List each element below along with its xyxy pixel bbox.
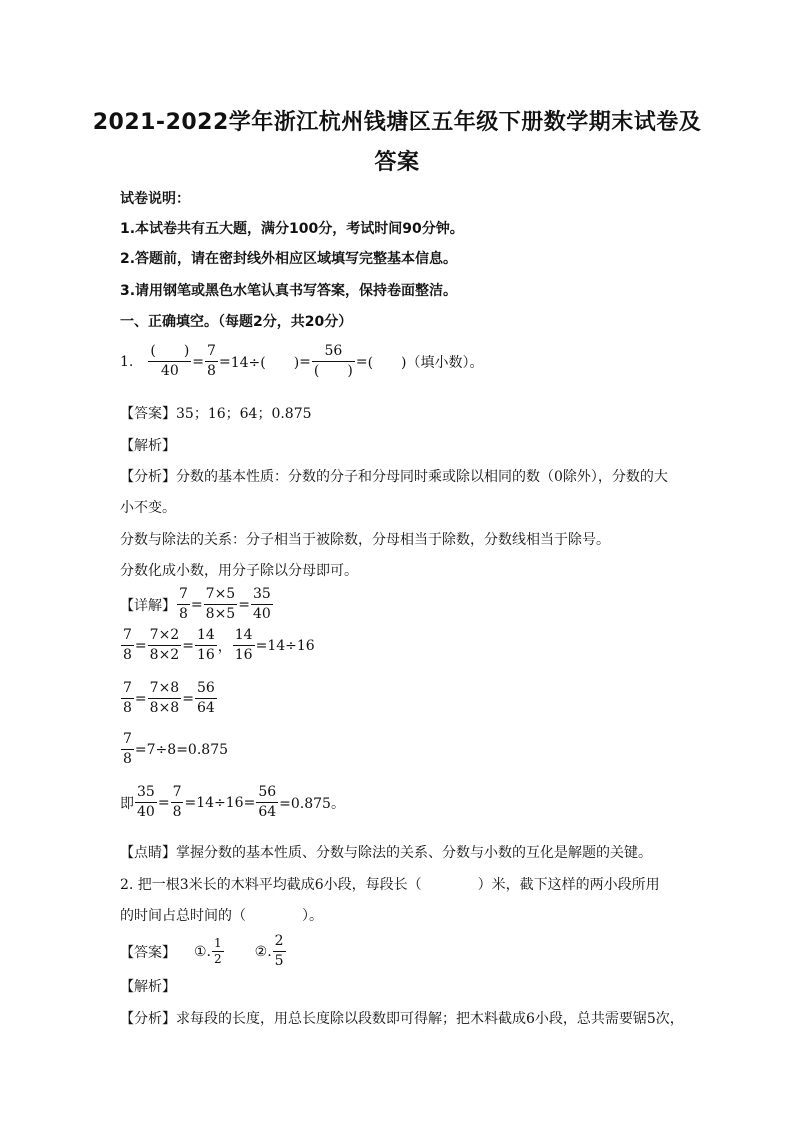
instruction-item: 1.本试卷共有五大题，满分100分，考试时间90分钟。	[120, 221, 464, 237]
q1-tail: ( )（填小数）。	[367, 354, 484, 371]
fraction: $\frac{2}{5}$	[274, 933, 284, 969]
q1-fenxi: 小不变。	[120, 500, 176, 516]
fraction: $\frac{7\times 5}{8\times 5}$	[205, 586, 236, 622]
q2-analysis-label: 【解析】	[120, 979, 176, 995]
q1-conversion: 分数化成小数，用分子除以分母即可。	[120, 563, 358, 579]
q2-fenxi: 【分析】求每段的长度，用总长度除以段数即可得解；把木料截成6小段，总共需要锯5次，	[120, 1011, 684, 1027]
fraction: $\frac{56}{64}$	[196, 680, 215, 716]
fraction: $\frac{14}{16}$	[234, 627, 253, 663]
fraction: $\frac{7\times 2}{8\times 2}$	[149, 627, 180, 663]
q1-fenxi: 【分析】分数的基本性质：分数的分子和分母同时乘或除以相同的数（0除外），分数的大	[120, 469, 668, 485]
fraction: $\frac{7}{8}$	[172, 784, 182, 820]
fraction: $\frac{35}{40}$	[137, 784, 155, 820]
instruction-item: 3.请用钢笔或黑色水笔认真书写答案，保持卷面整洁。	[120, 283, 458, 299]
fraction: $\frac{7}{8}$	[179, 586, 188, 622]
q1-detail-line: 即 $\frac{35}{40}$ = $\frac{7}{8}$ =14÷16= $\frac{56}{64}$ =0.875。	[120, 784, 345, 820]
instructions-heading: 试卷说明：	[120, 191, 190, 207]
fraction: $\frac{7}{8}$	[123, 731, 132, 767]
fraction: $\frac{7\times 8}{8\times 8}$	[149, 680, 180, 716]
fraction: $\frac{14}{16}$	[196, 627, 215, 663]
q2-answer: 【答案】 ①. $\frac{1}{2}$ ②. $\frac{2}{5}$	[120, 933, 284, 969]
q2-text: 的时间占总时间的（ ）。	[120, 908, 323, 924]
fraction: $\frac{7}{8}$	[123, 680, 132, 716]
fraction: $\frac{( )}{40}$	[150, 343, 190, 379]
q1-analysis-label: 【解析】	[120, 438, 176, 454]
q1-equation: 1. $\frac{( )}{40}$ = $\frac{7}{8}$ = 14÷( ) = $\frac{56}{( )}$ = ( )（填小数）。	[120, 343, 484, 379]
doc-title-line2: 答案	[374, 150, 420, 175]
q1-detail-line: 【详解】 $\frac{7}{8}$ = $\frac{7\times 5}{8\times 5}$ = $\frac{35}{40}$	[120, 586, 271, 622]
doc-title-line1: 2021-2022学年浙江杭州钱塘区五年级下册数学期末试卷及	[92, 110, 702, 135]
q1-detail-line: $\frac{7}{8}$ = $\frac{7\times 8}{8\times 8}$ = $\frac{56}{64}$	[123, 680, 215, 716]
q1-dianjing: 【点睛】掌握分数的基本性质、分数与除法的关系、分数与小数的互化是解题的关键。	[120, 845, 652, 861]
q1-detail-line: $\frac{7}{8}$ = $\frac{7\times 2}{8\times 2}$ = $\frac{14}{16}$ ， $\frac{14}{16}$ =14÷16	[123, 627, 315, 663]
fraction: $\frac{56}{( )}$	[313, 343, 353, 379]
fraction: $\frac{7}{8}$	[123, 627, 132, 663]
fraction: $\frac{7}{8}$	[207, 343, 216, 379]
q1-detail-line: $\frac{7}{8}$ =7÷8=0.875	[123, 731, 229, 767]
fraction: $\frac{56}{64}$	[258, 784, 277, 820]
q1-division: 14÷( )	[230, 354, 300, 371]
q1-answer: 【答案】35；16；64；0.875	[120, 406, 312, 422]
fraction: $\frac{1}{2}$	[214, 936, 222, 966]
q2-text: 2. 把一根3米长的木料平均截成6小段，每段长（ ）米，截下这样的两小段所用	[120, 877, 660, 893]
q1-number: 1.	[120, 353, 134, 370]
fraction: $\frac{35}{40}$	[252, 586, 271, 622]
q1-relation: 分数与除法的关系：分子相当于被除数，分母相当于除数，分数线相当于除号。	[120, 532, 610, 548]
instruction-item: 2.答题前，请在密封线外相应区域填写完整基本信息。	[120, 251, 458, 267]
section-heading: 一、正确填空。（每题2分，共20分）	[120, 314, 353, 330]
